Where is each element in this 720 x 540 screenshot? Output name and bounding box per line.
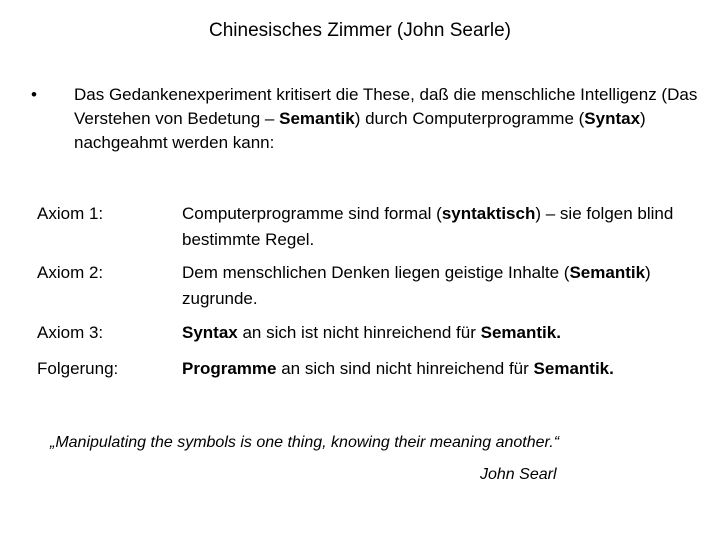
bullet-text: [74, 83, 699, 155]
quote: „Manipulating the symbols is one thing, knowing their meaning another.“: [50, 434, 560, 451]
axiom-3-bold-1: Syntax: [182, 323, 238, 342]
axiom-1-part-1: Computerprogramme sind formal (: [182, 204, 442, 223]
axiom-2-text: [182, 260, 702, 312]
axiom-3-text: [182, 320, 702, 346]
quote-author: John Searl: [480, 466, 557, 483]
conclusion-bold-2: Semantik.: [533, 359, 614, 378]
conclusion-bold-1: Programme: [182, 359, 277, 378]
axiom-1-label: Axiom 1:: [37, 204, 104, 223]
axiom-2-bold: Semantik: [569, 263, 646, 282]
bullet-bold-semantik: Semantik: [279, 109, 355, 128]
slide-title: Chinesisches Zimmer (John Searle): [209, 20, 511, 41]
conclusion-text: [182, 356, 702, 382]
conclusion-part-1: an sich sind nicht hinreichend für: [276, 359, 534, 378]
axiom-2-part-1: Dem menschlichen Denken liegen geistige Inhalte (: [182, 263, 570, 282]
bullet-dot-icon: •: [31, 85, 37, 104]
bullet-text-part-1: Das Gedankenexperiment kritisert die These, daß die menschliche Intelligenz (Das Verstehen von Bedetung –: [74, 85, 698, 128]
axiom-3-part-1: an sich ist nicht hinreichend für: [237, 323, 481, 342]
axiom-2-label: Axiom 2:: [37, 263, 104, 282]
conclusion-label: Folgerung:: [37, 359, 119, 378]
bullet-text-part-3: ) nachgeahmt werden kann:: [74, 109, 646, 152]
axiom-1-text: [182, 201, 702, 253]
bullet-text-part-2: ) durch Computerprogramme (: [354, 109, 585, 128]
axiom-1-part-2: ) – sie folgen blind bestimmte Regel.: [182, 204, 674, 249]
axiom-3-bold-2: Semantik.: [480, 323, 561, 342]
axiom-3-label: Axiom 3:: [37, 323, 104, 342]
axiom-1-bold: syntaktisch: [441, 204, 536, 223]
axiom-2-part-2: ) zugrunde.: [182, 263, 651, 308]
bullet-bold-syntax: Syntax: [584, 109, 641, 128]
